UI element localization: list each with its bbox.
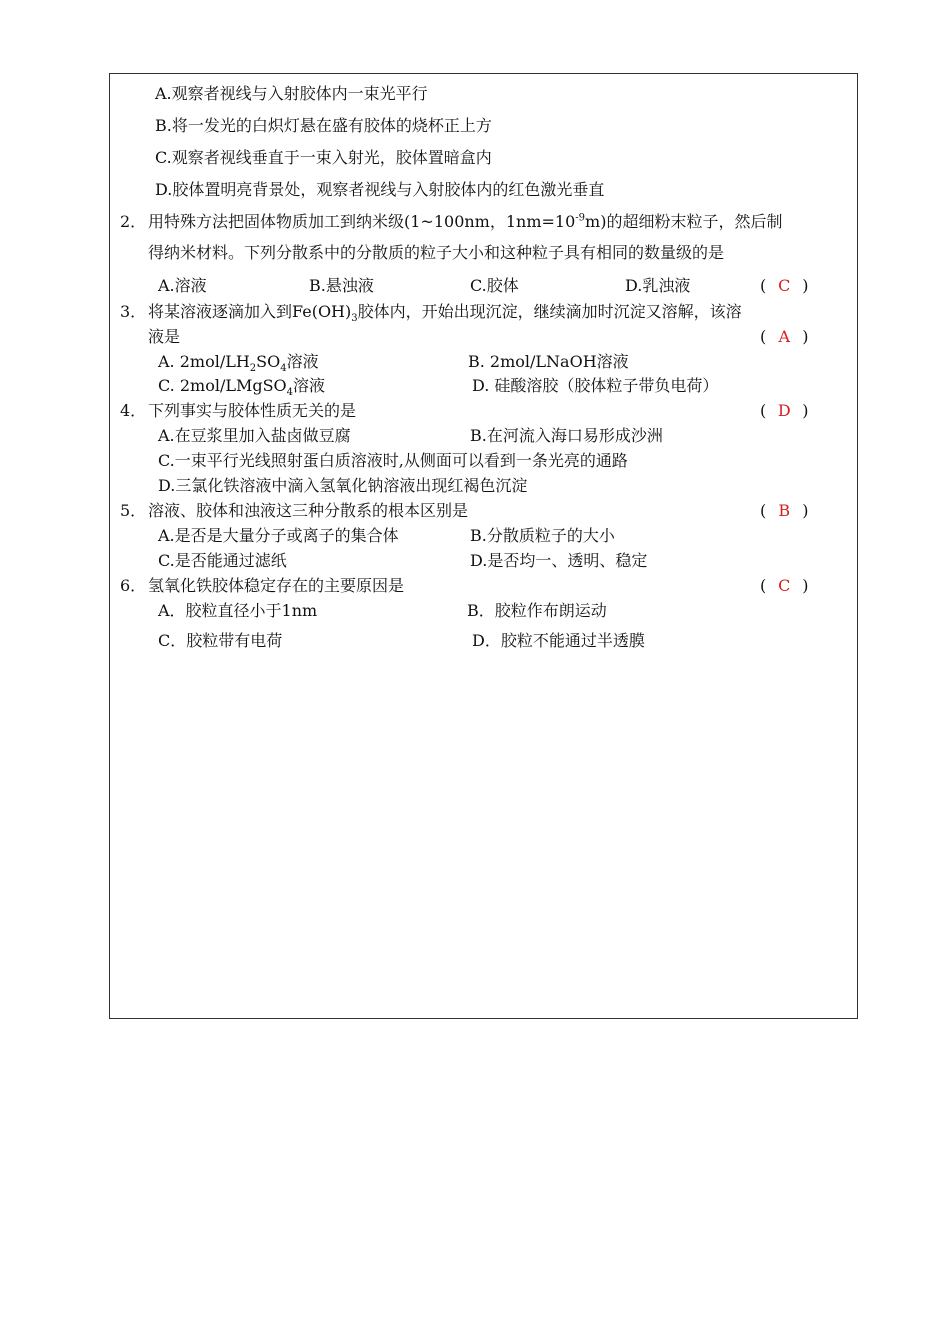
q2-option-c: C.胶体 bbox=[470, 276, 519, 295]
q5-option-a: A.是否是大量分子或离子的集合体 bbox=[158, 526, 399, 545]
q6-option-a: A．胶粒直径小于1nm bbox=[158, 601, 318, 620]
q6-option-b: B．胶粒作布朗运动 bbox=[467, 601, 607, 620]
q4-stem: 下列事实与胶体性质无关的是 bbox=[148, 401, 357, 420]
q5-number: 5． bbox=[120, 501, 147, 520]
q4-option-c: C.一束平行光线照射蛋白质溶液时,从侧面可以看到一条光亮的通路 bbox=[158, 451, 628, 470]
q3-stem-line1: 将某溶液逐滴加入到$Fe(OH)_3$胶体内，开始出现沉淀，继续滴加时沉淀又溶解，该溶 bbox=[148, 302, 742, 325]
q3-option-a: A. $2mol/LH_2SO_4$溶液 bbox=[158, 352, 319, 375]
q6-option-d: D．胶粒不能通过半透膜 bbox=[472, 631, 645, 650]
q3-option-b: B. 2mol/LNaOH溶液 bbox=[468, 352, 629, 371]
q2-option-d: D.乳浊液 bbox=[625, 276, 691, 295]
q1-option-b: B.将一发光的白炽灯悬在盛有胶体的烧杯正上方 bbox=[155, 116, 492, 135]
q3-answer: ( A ) bbox=[760, 327, 809, 346]
q2-stem-line2: 得纳米材料。下列分散系中的分散质的粒子大小和这种粒子具有相同的数量级的是 bbox=[148, 243, 725, 262]
q2-option-b: B.悬浊液 bbox=[309, 276, 374, 295]
q6-option-c: C．胶粒带有电荷 bbox=[158, 631, 283, 650]
q4-answer: ( D ) bbox=[760, 401, 809, 420]
q3-option-d: D. 硅酸溶胶（胶体粒子带负电荷） bbox=[472, 376, 719, 395]
q6-stem: 氢氧化铁胶体稳定存在的主要原因是 bbox=[148, 576, 405, 595]
q4-option-b: B.在河流入海口易形成沙洲 bbox=[470, 426, 663, 445]
q5-answer: ( B ) bbox=[760, 501, 809, 520]
q4-number: 4． bbox=[120, 401, 147, 420]
q4-option-d: D.三氯化铁溶液中滴入氢氧化钠溶液出现红褐色沉淀 bbox=[158, 476, 528, 495]
q5-option-b: B.分散质粒子的大小 bbox=[470, 526, 615, 545]
q3-number: 3． bbox=[120, 302, 147, 321]
q5-option-c: C.是否能通过滤纸 bbox=[158, 551, 287, 570]
q2-option-a: A.溶液 bbox=[158, 276, 207, 295]
q3-stem-line2: 液是 bbox=[148, 327, 181, 346]
q3-option-c: C. 2mol/LMgSO$_4$溶液 bbox=[158, 376, 326, 399]
q1-option-a: A.观察者视线与入射胶体内一束光平行 bbox=[155, 84, 428, 103]
q2-stem-line1: 用特殊方法把固体物质加工到纳米级(1~100nm，$1nm=10^{-9}m$)的超细粉末粒子，然后制 bbox=[148, 212, 783, 231]
q6-answer: ( C ) bbox=[760, 576, 809, 595]
q5-stem: 溶液、胶体和浊液这三种分散系的根本区别是 bbox=[148, 501, 469, 520]
q2-number: 2． bbox=[120, 212, 147, 231]
q2-answer: ( C ) bbox=[760, 276, 809, 295]
q6-number: 6． bbox=[120, 576, 147, 595]
q5-option-d: D.是否均一、透明、稳定 bbox=[470, 551, 648, 570]
q1-option-d: D.胶体置明亮背景处，观察者视线与入射胶体内的红色激光垂直 bbox=[155, 180, 605, 199]
q4-option-a: A.在豆浆里加入盐卤做豆腐 bbox=[158, 426, 351, 445]
q1-option-c: C.观察者视线垂直于一束入射光，胶体置暗盒内 bbox=[155, 148, 492, 167]
